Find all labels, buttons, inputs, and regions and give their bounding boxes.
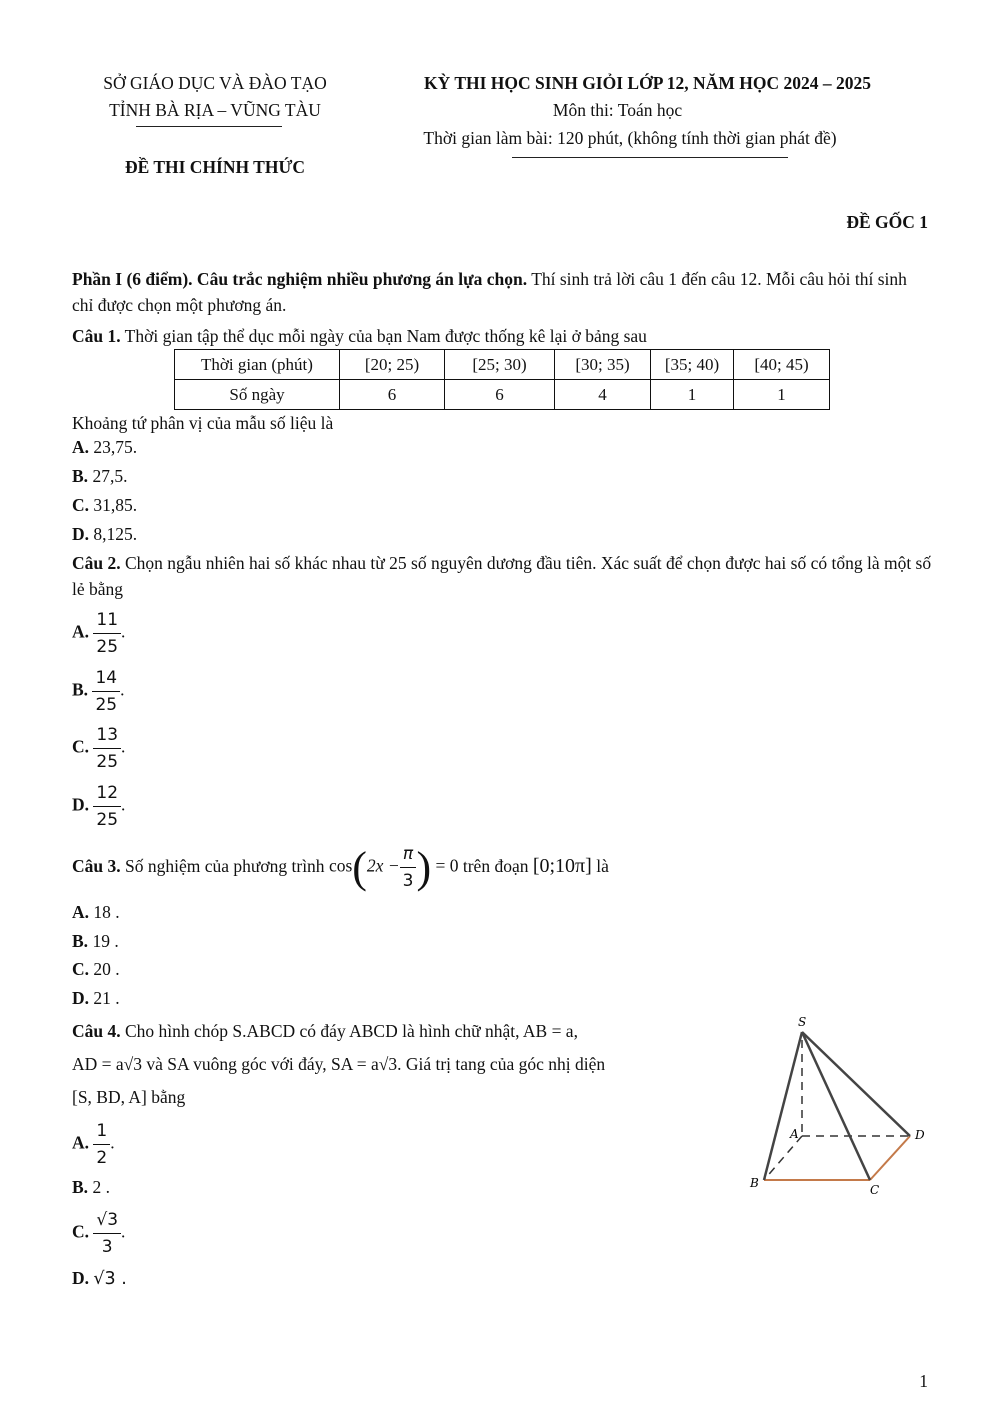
table-row <box>175 380 830 410</box>
part1-heading <box>72 266 912 318</box>
fraction: $\frac{14}{25}$ <box>92 665 120 718</box>
header-official: ĐỀ THI CHÍNH THỨC <box>124 157 306 177</box>
q2-option-b: B. $\frac{14}{25}$ . <box>72 665 124 718</box>
q4-label: Câu 4. <box>72 1021 121 1041</box>
label-c: C <box>870 1183 880 1197</box>
q1-label: Câu 1. <box>72 326 121 346</box>
q3-equation: cos(2x − $\frac{\pi}{3}$ ) = 0 <box>328 843 459 893</box>
q2-option-c: C. $\frac{13}{25}$ . <box>72 722 125 775</box>
q2-option-d: D. $\frac{12}{25}$ . <box>72 780 125 833</box>
table-cell: [20; 25) <box>340 350 445 380</box>
q2-stem: Chọn ngẫu nhiên hai số khác nhau từ 25 số nguyên dương đầu tiên. Xác suất để chọn được hai số có tổng là một số lẻ bằng <box>72 553 932 599</box>
table-cell: 4 <box>555 380 651 410</box>
q3-option-d: D. 21 . <box>72 988 120 1008</box>
q3-text: Câu 3. Số nghiệm của phương trình cos(2x − $\frac{\pi}{3}$ ) = 0 trên đoạn [0;10π] là <box>72 843 609 893</box>
table-cell: [35; 40) <box>651 350 734 380</box>
header-underline-left <box>136 126 282 127</box>
q1-option-c: C. 31,85. <box>72 495 138 515</box>
exam-time: Thời gian làm bài: 120 phút, (không tính thời gian phát đề) <box>423 128 837 148</box>
table-cell: Thời gian (phút) <box>175 350 340 380</box>
edge-sc <box>802 1032 870 1180</box>
table-cell: [40; 45) <box>734 350 830 380</box>
pyramid-figure <box>740 1010 940 1210</box>
q3-option-a: A. 18 . <box>72 902 120 922</box>
q2-option-a: A. $\frac{11}{25}$ . <box>72 607 125 660</box>
table-cell: Số ngày <box>175 380 340 410</box>
table-cell: [25; 30) <box>445 350 555 380</box>
table-row <box>175 350 830 380</box>
q4-text: Câu 4. Cho hình chóp S.ABCD có đáy ABCD là hình chữ nhật, AB = a, AD = a√3 và SA vuông góc với đáy, SA = a√3. Giá trị tang của góc nhị diện [S, BD, A] bằng <box>72 1021 606 1107</box>
exam-code: ĐỀ GỐC 1 <box>846 212 928 232</box>
q3-option-c: C. 20 . <box>72 959 120 979</box>
label-a: A <box>790 1127 799 1141</box>
q2-label: Câu 2. <box>72 553 121 573</box>
page-number: 1 <box>919 1371 928 1391</box>
table-cell: 6 <box>340 380 445 410</box>
part1-instruction: Thí sinh trả lời câu 1 đến câu 12. Mỗi câu hỏi thí sinh chỉ được chọn một phương án. <box>72 269 907 315</box>
header-underline-right <box>512 157 788 158</box>
fraction: $\frac{1}{2}$ <box>93 1118 110 1171</box>
header-dept: SỞ GIÁO DỤC VÀ ĐÀO TẠO <box>103 73 327 93</box>
table-cell: 1 <box>651 380 734 410</box>
label-s: S <box>798 1015 807 1029</box>
fraction: $\frac{11}{25}$ <box>93 607 121 660</box>
q1-table <box>174 349 830 410</box>
q1-option-b: B. 27,5. <box>72 466 128 486</box>
q4-option-b: B. 2 . <box>72 1177 110 1197</box>
q1-option-a: A. 23,75. <box>72 437 138 457</box>
table-cell: [30; 35) <box>555 350 651 380</box>
fraction: $\frac{13}{25}$ <box>93 722 121 775</box>
q3-label: Câu 3. <box>72 856 121 876</box>
edge-cd <box>870 1136 910 1180</box>
part1-title: Phần I (6 điểm). Câu trắc nghiệm nhiều phương án lựa chọn. <box>72 269 528 289</box>
fraction: $\frac{√3}{3}$ <box>93 1207 121 1260</box>
q2-text <box>72 550 932 602</box>
label-b: B <box>750 1176 759 1190</box>
q1-text <box>72 323 932 349</box>
label-d: D <box>915 1128 925 1142</box>
q1-stem: Thời gian tập thể dục mỗi ngày của bạn Nam được thống kê lại ở bảng sau <box>120 326 647 346</box>
table-cell: 1 <box>734 380 830 410</box>
fraction: $\frac{\pi}{3}$ <box>400 841 417 894</box>
q1-option-d: D. 8,125. <box>72 524 138 544</box>
table-cell: 6 <box>445 380 555 410</box>
header-province: TỈNH BÀ RỊA – VŨNG TÀU <box>109 100 321 120</box>
fraction: $\frac{12}{25}$ <box>93 780 121 833</box>
q4-option-c: C. $\frac{√3}{3}$ . <box>72 1207 125 1260</box>
q4-option-d: D. √3 . <box>72 1268 127 1289</box>
q1-prompt: Khoảng tứ phân vị của mẫu số liệu là <box>72 413 334 433</box>
exam-subject: Môn thi: Toán học <box>552 100 683 120</box>
edge-sd <box>802 1032 910 1136</box>
q3-option-b: B. 19 . <box>72 931 119 951</box>
q4-option-a: A. $\frac{1}{2}$ . <box>72 1118 115 1171</box>
exam-title: KỲ THI HỌC SINH GIỎI LỚP 12, NĂM HỌC 2024 – 2025 <box>424 73 871 93</box>
